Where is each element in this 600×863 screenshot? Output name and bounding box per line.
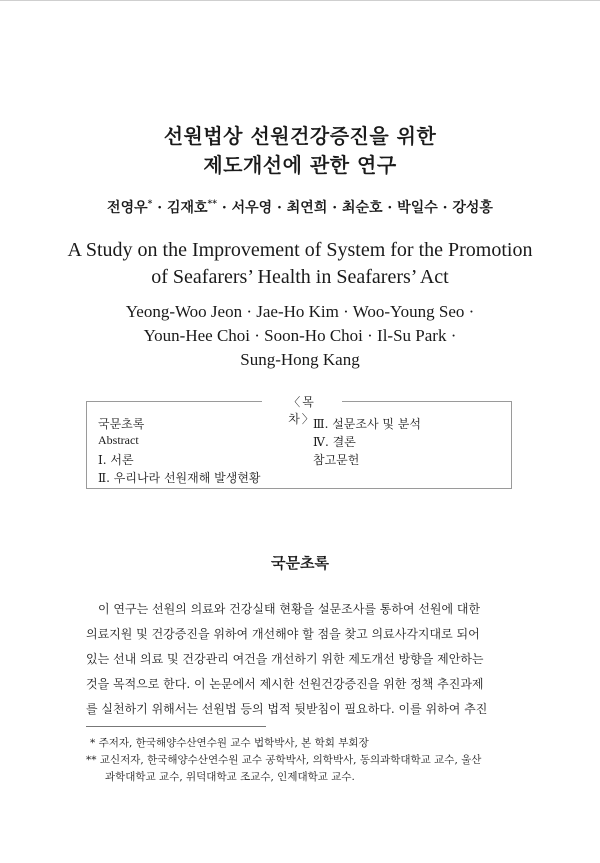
author-separator: · (152, 200, 167, 216)
english-title-line-2: of Seafarers’ Health in Seafarers’ Act (151, 266, 449, 288)
other-authors: 서우영 · 최연희 · 최순호 · 박일수 · 강성홍 (231, 200, 493, 216)
toc-item: Ⅲ. 설문조사 및 분석 (313, 417, 421, 431)
korean-title-line-2: 제도개선에 관한 연구 (203, 153, 397, 177)
toc-item: 참고문헌 (313, 453, 360, 467)
toc-item: Ⅰ. 서론 (98, 453, 134, 467)
author-2-mark: ** (207, 199, 217, 210)
abstract-line: 것을 목적으로 한다. 이 논문에서 제시한 선원건강증진을 위한 정책 추진과제 (86, 677, 484, 691)
author-separator: · (216, 200, 232, 216)
toc-item: 국문초록 (98, 417, 145, 431)
author-2: 김재호 (166, 200, 208, 216)
english-authors-line-1: Yeong-Woo Jeon · Jae-Ho Kim · Woo-Young Seo · (125, 302, 475, 321)
toc-item: Ⅳ. 결론 (313, 435, 356, 449)
abstract-line: 이 연구는 선원의 의료와 건강실태 현황을 설문조사를 통하여 선원에 대한 (86, 602, 481, 616)
author-1-mark: * (147, 199, 153, 210)
english-title-line-1: A Study on the Improvement of System for the Promotion (67, 239, 533, 261)
abstract-line: 있는 선내 의료 및 건강관리 여건을 개선하기 위한 제도개선 방향을 제안하는 (86, 652, 484, 666)
footnote-rule (86, 726, 266, 727)
footnote-1: * 주저자, 한국해양수산연수원 교수 법학박사, 본 학회 부회장 (90, 737, 369, 749)
english-authors-line-3: Sung-Hong Kang (240, 350, 360, 369)
top-border (0, 0, 600, 1)
toc-item: Ⅱ. 우리나라 선원재해 발생현황 (98, 471, 261, 485)
abstract-heading: 국문초록 (271, 554, 329, 572)
korean-title-line-1: 선원법상 선원건강증진을 위한 (163, 124, 437, 148)
abstract-line: 를 실천하기 위해서는 선원법 등의 법적 뒷받침이 필요하다. 이를 위하여 추진 (86, 702, 488, 716)
english-authors-line-2: Youn-Hee Choi · Soon-Ho Choi · Il-Su Park · (143, 326, 457, 345)
footnote-2: ** 교신저자, 한국해양수산연수원 교수 공학박사, 의학박사, 동의과학대학교 교수, 울산 (86, 754, 482, 766)
toc-item: Abstract (98, 433, 139, 447)
abstract-line: 의료지원 및 건강증진을 위하여 개선해야 할 점을 찾고 의료사각지대로 되어 (86, 627, 480, 641)
footnote-2-continued: 과학대학교 교수, 위덕대학교 조교수, 인제대학교 교수. (105, 771, 355, 783)
korean-author-list (0, 197, 600, 217)
author-1: 전영우 (107, 200, 148, 216)
toc-heading: 〈목 차〉 (262, 393, 342, 427)
